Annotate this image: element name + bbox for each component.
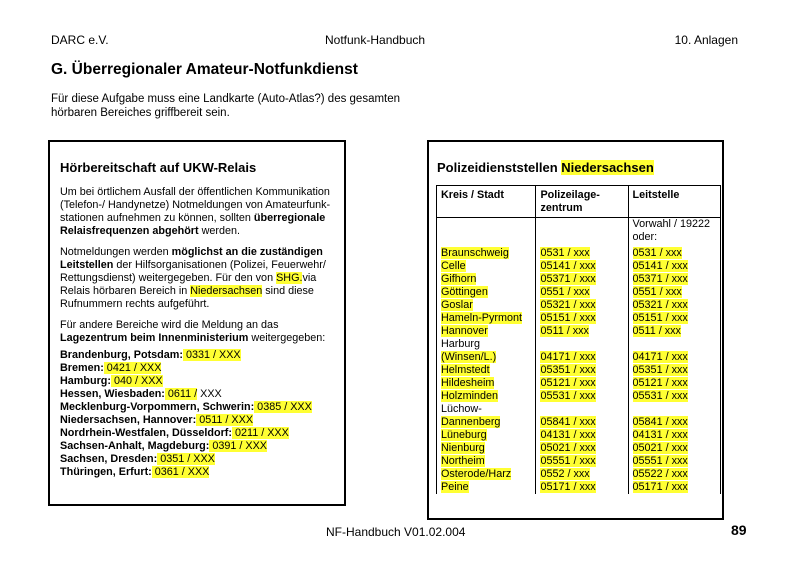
relay-monitoring-box bbox=[48, 140, 346, 506]
cell-leitstelle-text: 05371 / xxx bbox=[632, 273, 688, 285]
cell-kreis-text: Nienburg bbox=[441, 442, 485, 454]
cell-kreis-text: Braunschweig bbox=[441, 247, 509, 259]
col-header-polizeilagezentrum: Polizeilage-zentrum bbox=[536, 186, 628, 218]
cell-polizeilagezentrum-text: 0511 / xxx bbox=[540, 325, 589, 337]
contact-name: Sachsen, Dresden: bbox=[60, 453, 158, 465]
header-section: 10. Anlagen bbox=[674, 33, 738, 47]
cell-polizeilagezentrum-text: 05841 / xxx bbox=[540, 416, 596, 428]
table-row bbox=[437, 455, 721, 468]
contact-number: 0511 / XXX bbox=[196, 414, 254, 426]
cell-leitstelle-text: 05551 / xxx bbox=[632, 455, 688, 467]
table-row bbox=[437, 403, 721, 429]
table-row bbox=[437, 273, 721, 286]
cell-leitstelle-text: 05121 / xxx bbox=[632, 377, 688, 389]
table-row bbox=[437, 390, 721, 403]
cell-leitstelle bbox=[628, 247, 720, 260]
contact-number: 0331 / XXX bbox=[182, 349, 241, 361]
cell-polizeilagezentrum bbox=[536, 338, 628, 364]
cell-leitstelle-text: 05522 / xxx bbox=[632, 468, 688, 480]
cell-kreis-text: Hildesheim bbox=[441, 377, 495, 389]
police-stations-heading bbox=[437, 160, 654, 175]
col-subheader-leitstelle: Vorwahl / 19222 oder: bbox=[628, 218, 720, 248]
cell-leitstelle bbox=[628, 403, 720, 429]
cell-leitstelle bbox=[628, 455, 720, 468]
cell-kreis-text: Dannenberg bbox=[441, 416, 501, 428]
contact-number: 0385 / XXX bbox=[254, 401, 312, 413]
cell-leitstelle bbox=[628, 364, 720, 377]
cell-polizeilagezentrum bbox=[536, 312, 628, 325]
cell-polizeilagezentrum bbox=[536, 247, 628, 260]
heading-text: Polizeidienststellen bbox=[437, 160, 562, 175]
contact-number: 040 / XXX bbox=[111, 375, 163, 387]
subheader-empty bbox=[437, 218, 536, 248]
p1-bold: überregionale Relaisfrequenzen abgehört bbox=[60, 212, 326, 237]
contact-number: 0211 / XXX bbox=[231, 427, 289, 439]
cell-kreis bbox=[437, 468, 536, 481]
cell-kreis-text: Celle bbox=[441, 260, 466, 272]
p3-end: weitergegeben: bbox=[248, 332, 326, 344]
cell-kreis-text: Goslar bbox=[441, 299, 473, 311]
cell-kreis-text: Hannover bbox=[441, 325, 488, 337]
cell-leitstelle bbox=[628, 377, 720, 390]
cell-kreis-text: Gifhorn bbox=[441, 273, 477, 285]
cell-leitstelle-text: 05841 / xxx bbox=[632, 416, 688, 428]
police-stations-box bbox=[427, 140, 724, 520]
cell-kreis-text: Peine bbox=[441, 481, 469, 493]
contact-list bbox=[60, 349, 345, 479]
table-row bbox=[437, 325, 721, 338]
cell-kreis-text: (Winsen/L.) bbox=[441, 351, 497, 363]
contact-row bbox=[60, 375, 345, 388]
contact-number: 0421 / XXX bbox=[103, 362, 162, 374]
p2-end: sind diese Rufnummern rechts aufgeführt. bbox=[60, 285, 314, 310]
contact-row bbox=[60, 388, 345, 401]
contact-number: 0361 / XXX bbox=[151, 466, 210, 478]
cell-leitstelle-text: 04131 / xxx bbox=[632, 429, 688, 441]
table-row bbox=[437, 377, 721, 390]
cell-kreis bbox=[437, 377, 536, 390]
cell-kreis-text: Göttingen bbox=[441, 286, 488, 298]
cell-kreis bbox=[437, 299, 536, 312]
p2-bold: möglichst an die zuständigen Leitstellen bbox=[60, 246, 323, 271]
footer-version: NF-Handbuch V01.02.004 bbox=[326, 525, 466, 539]
cell-leitstelle bbox=[628, 260, 720, 273]
cell-leitstelle bbox=[628, 338, 720, 364]
cell-polizeilagezentrum bbox=[536, 481, 628, 494]
cell-polizeilagezentrum-text: 05021 / xxx bbox=[540, 442, 596, 454]
cell-leitstelle-text: 05021 / xxx bbox=[632, 442, 688, 454]
cell-leitstelle-text: 05141 / xxx bbox=[632, 260, 688, 272]
contact-name: Thüringen, Erfurt: bbox=[60, 466, 152, 478]
paragraph-2 bbox=[60, 246, 345, 311]
page-number: 89 bbox=[731, 522, 747, 538]
cell-kreis-line1: Lüchow- bbox=[441, 403, 482, 415]
col-header-leitstelle: Leitstelle bbox=[628, 186, 720, 218]
cell-kreis bbox=[437, 403, 536, 429]
cell-polizeilagezentrum-text: 05551 / xxx bbox=[540, 455, 596, 467]
cell-leitstelle bbox=[628, 286, 720, 299]
cell-polizeilagezentrum bbox=[536, 442, 628, 455]
contact-number: 0351 / XXX bbox=[157, 453, 215, 465]
relay-monitoring-content bbox=[60, 186, 345, 479]
contact-name: Niedersachsen, Hannover: bbox=[60, 414, 197, 426]
cell-leitstelle-text: 05321 / xxx bbox=[632, 299, 688, 311]
contact-row bbox=[60, 401, 345, 414]
cell-leitstelle-text: 05171 / xxx bbox=[632, 481, 688, 493]
contact-number: 0391 / XXX bbox=[209, 440, 267, 452]
contact-number: 0611 / bbox=[164, 388, 198, 400]
table-row bbox=[437, 260, 721, 273]
table-row bbox=[437, 468, 721, 481]
contact-row bbox=[60, 466, 345, 479]
contact-number-rest: XXX bbox=[197, 388, 222, 400]
cell-kreis bbox=[437, 364, 536, 377]
col-header-kreis: Kreis / Stadt bbox=[437, 186, 536, 218]
table-row bbox=[437, 442, 721, 455]
contact-name: Hessen, Wiesbaden: bbox=[60, 388, 165, 400]
cell-polizeilagezentrum-text: 05371 / xxx bbox=[540, 273, 596, 285]
cell-kreis bbox=[437, 312, 536, 325]
cell-polizeilagezentrum bbox=[536, 429, 628, 442]
cell-polizeilagezentrum-text: 05351 / xxx bbox=[540, 364, 596, 376]
contact-name: Nordrhein-Westfalen, Düsseldorf: bbox=[60, 427, 232, 439]
cell-kreis bbox=[437, 260, 536, 273]
page-title: G. Überregionaler Amateur-Notfunkdienst bbox=[51, 61, 358, 78]
cell-polizeilagezentrum bbox=[536, 468, 628, 481]
cell-polizeilagezentrum-text: 04131 / xxx bbox=[540, 429, 596, 441]
table-row bbox=[437, 247, 721, 260]
cell-polizeilagezentrum-text: 05141 / xxx bbox=[540, 260, 596, 272]
cell-kreis bbox=[437, 286, 536, 299]
cell-polizeilagezentrum bbox=[536, 325, 628, 338]
cell-kreis bbox=[437, 481, 536, 494]
police-table bbox=[436, 185, 721, 494]
heading-highlight: Niedersachsen bbox=[561, 160, 654, 175]
p2-highlight-niedersachsen: Niedersachsen bbox=[190, 285, 263, 297]
contact-name: Bremen: bbox=[60, 362, 104, 374]
cell-kreis-text: Osterode/Harz bbox=[441, 468, 512, 480]
cell-polizeilagezentrum-text: 05171 / xxx bbox=[540, 481, 596, 493]
cell-polizeilagezentrum bbox=[536, 390, 628, 403]
cell-kreis-text: Helmstedt bbox=[441, 364, 490, 376]
cell-leitstelle-text: 05351 / xxx bbox=[632, 364, 688, 376]
relay-monitoring-heading: Hörbereitschaft auf UKW-Relais bbox=[60, 160, 257, 175]
contact-row bbox=[60, 414, 345, 427]
cell-kreis bbox=[437, 247, 536, 260]
cell-kreis bbox=[437, 442, 536, 455]
contact-row bbox=[60, 362, 345, 375]
cell-leitstelle-text: 0551 / xxx bbox=[632, 286, 682, 298]
cell-leitstelle bbox=[628, 442, 720, 455]
contact-name: Hamburg: bbox=[60, 375, 111, 387]
header-organization: DARC e.V. bbox=[51, 33, 109, 47]
table-row bbox=[437, 286, 721, 299]
cell-kreis-text: Hameln-Pyrmont bbox=[441, 312, 522, 324]
cell-leitstelle bbox=[628, 273, 720, 286]
cell-leitstelle-text: 05531 / xxx bbox=[632, 390, 688, 402]
subheader-empty bbox=[536, 218, 628, 248]
paragraph-3 bbox=[60, 319, 345, 345]
cell-leitstelle bbox=[628, 481, 720, 494]
contact-name: Brandenburg, Potsdam: bbox=[60, 349, 183, 361]
cell-leitstelle bbox=[628, 312, 720, 325]
cell-polizeilagezentrum-text: 05531 / xxx bbox=[540, 390, 596, 402]
cell-kreis bbox=[437, 390, 536, 403]
p2-text-2: der Hilfsorganisationen (Polizei, Feuerwehr/ Rettungsdienst) weitergegeben. Für den von bbox=[60, 259, 326, 284]
contact-row bbox=[60, 440, 345, 453]
cell-leitstelle-text: 05151 / xxx bbox=[632, 312, 688, 324]
cell-polizeilagezentrum-text: 05321 / xxx bbox=[540, 299, 596, 311]
cell-polizeilagezentrum-text: 0551 / xxx bbox=[540, 286, 590, 298]
table-row bbox=[437, 299, 721, 312]
intro-text: Für diese Aufgabe muss eine Landkarte (Auto-Atlas?) des gesamten hörbaren Bereiches griffbereit sein. bbox=[51, 93, 401, 119]
table-row bbox=[437, 364, 721, 377]
cell-kreis-text: Holzminden bbox=[441, 390, 499, 402]
p3-bold: Lagezentrum beim Innenministerium bbox=[60, 332, 249, 344]
cell-polizeilagezentrum bbox=[536, 260, 628, 273]
police-table-body bbox=[437, 247, 721, 494]
cell-leitstelle bbox=[628, 390, 720, 403]
table-row bbox=[437, 338, 721, 364]
cell-kreis bbox=[437, 455, 536, 468]
cell-kreis bbox=[437, 338, 536, 364]
p2-highlight-shg: SHG. bbox=[276, 272, 303, 284]
paragraph-1 bbox=[60, 186, 345, 238]
p1-end: werden. bbox=[198, 225, 241, 237]
cell-kreis bbox=[437, 273, 536, 286]
cell-leitstelle bbox=[628, 429, 720, 442]
cell-polizeilagezentrum bbox=[536, 455, 628, 468]
cell-polizeilagezentrum-text: 05121 / xxx bbox=[540, 377, 596, 389]
table-subheader-row bbox=[437, 218, 721, 248]
contact-name: Sachsen-Anhalt, Magdeburg: bbox=[60, 440, 210, 452]
p3-text: Für andere Bereiche wird die Meldung an das bbox=[60, 319, 279, 331]
cell-kreis-text: Lüneburg bbox=[441, 429, 487, 441]
cell-leitstelle bbox=[628, 468, 720, 481]
cell-kreis bbox=[437, 429, 536, 442]
cell-leitstelle-text: 04171 / xxx bbox=[632, 351, 688, 363]
cell-polizeilagezentrum-text: 0531 / xxx bbox=[540, 247, 590, 259]
cell-polizeilagezentrum bbox=[536, 377, 628, 390]
table-row bbox=[437, 312, 721, 325]
cell-polizeilagezentrum-text: 05151 / xxx bbox=[540, 312, 596, 324]
cell-polizeilagezentrum bbox=[536, 403, 628, 429]
table-header-row bbox=[437, 186, 721, 218]
table-row bbox=[437, 481, 721, 494]
p1-text: Um bei örtlichem Ausfall der öffentlichen Kommunikation (Telefon-/ Handynetze) Notmeldungen von Amateurfunk-stationen aufnehmen zu können, sollten bbox=[60, 186, 331, 224]
p2-text-3: via Relais hörbaren Bereich in bbox=[60, 272, 317, 297]
cell-polizeilagezentrum bbox=[536, 286, 628, 299]
cell-polizeilagezentrum-text: 0552 / xxx bbox=[540, 468, 590, 480]
cell-leitstelle-text: 0511 / xxx bbox=[632, 325, 681, 337]
cell-leitstelle bbox=[628, 325, 720, 338]
cell-polizeilagezentrum-text: 04171 / xxx bbox=[540, 351, 596, 363]
cell-polizeilagezentrum bbox=[536, 364, 628, 377]
cell-kreis-text: Northeim bbox=[441, 455, 485, 467]
cell-polizeilagezentrum bbox=[536, 299, 628, 312]
contact-row bbox=[60, 427, 345, 440]
p2-text: Notmeldungen werden bbox=[60, 246, 172, 258]
cell-kreis-line1: Harburg bbox=[441, 338, 481, 350]
header-document-title: Notfunk-Handbuch bbox=[325, 33, 426, 47]
contact-row bbox=[60, 453, 345, 466]
table-row bbox=[437, 429, 721, 442]
cell-polizeilagezentrum bbox=[536, 273, 628, 286]
cell-leitstelle bbox=[628, 299, 720, 312]
contact-row bbox=[60, 349, 345, 362]
cell-leitstelle-text: 0531 / xxx bbox=[632, 247, 682, 259]
cell-kreis bbox=[437, 325, 536, 338]
contact-name: Mecklenburg-Vorpommern, Schwerin: bbox=[60, 401, 255, 413]
